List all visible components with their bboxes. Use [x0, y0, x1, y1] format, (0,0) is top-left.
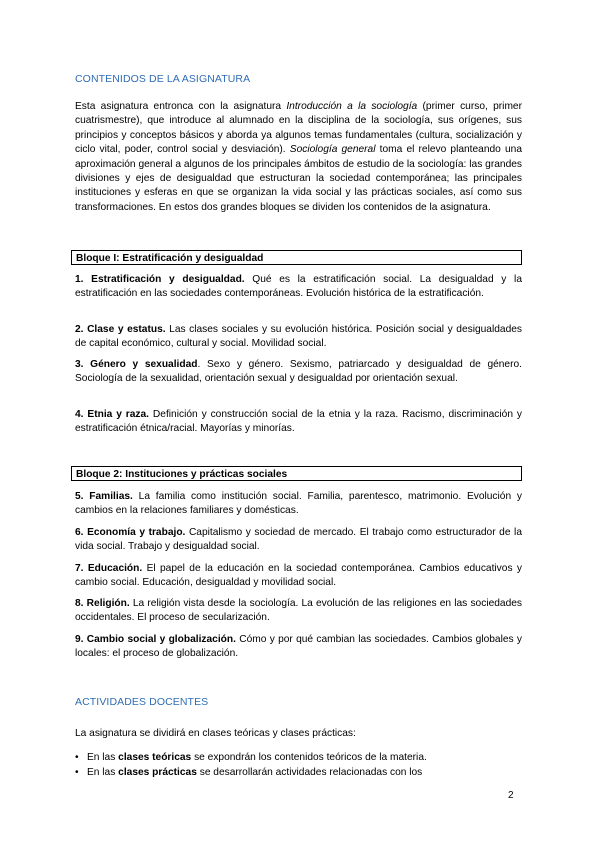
item-text: Las clases sociales y su evolución histórica. Posición social y desigualdades de capital económico, cultural y social. Movilidad social.: [75, 324, 522, 350]
page-number: 2: [508, 790, 514, 801]
actividades-list: [75, 750, 522, 780]
bloque2-item-5: [75, 490, 522, 519]
item-text: El papel de la educación en la sociedad contemporánea. Cambios educativos y cambio social. Educación, desigualdad y movilidad social.: [75, 563, 522, 589]
bloque2-item-6: [75, 526, 522, 555]
bullet-icon: •: [75, 767, 79, 778]
bloque2-item-7: [75, 562, 522, 591]
bloque1-item-4: [75, 408, 522, 437]
bullet-icon: •: [75, 752, 79, 763]
intro-italic-2: Sociología general: [289, 144, 376, 156]
intro-text-2: (primer curso, primer cuatrismestre), que introduce al alumnado en la disciplina de la sociología, sus orígenes, sus principios y conceptos básicos y aborda ya algunos temas fundamentales (cultura, socialización y ciclo vital, poder, control social y desviación).: [75, 101, 522, 156]
bloque1-item-1: [75, 273, 522, 302]
list-item: [75, 765, 522, 780]
bloque2-item-9: [75, 633, 522, 662]
bullet-bold: clases teóricas: [118, 752, 192, 763]
bullet-bold: clases prácticas: [118, 767, 197, 778]
section-heading-actividades: ACTIVIDADES DOCENTES: [75, 696, 209, 708]
bloque1-item-2: [75, 323, 522, 352]
bloque1-item-3: [75, 358, 522, 387]
section-heading-contenidos: CONTENIDOS DE LA ASIGNATURA: [75, 73, 251, 85]
bullet-text: se desarrollarán actividades relacionadas con los: [196, 767, 423, 778]
intro-text-3: toma el relevo planteando una aproximación general a algunos de los principales ámbitos de estudio de la sociología: las grandes divisiones y ejes de desigualdad que estructuran la sociedad contemporánea; las principales instituciones y esferas en que se organizan la vida social y las prácticas sociales, así como sus transformaciones. En estos dos grandes bloques se dividen los contenidos de la asignatura.: [75, 144, 522, 213]
item-text: . Sexo y género. Sexismo, patriarcado y desigualdad de género. Sociología de la sexualidad, orientación sexual y desigualdad por orientación sexual.: [75, 359, 522, 385]
item-text: Cómo y por qué cambian las sociedades. Cambios globales y locales: el proceso de globalización.: [75, 634, 522, 660]
list-item: [75, 750, 522, 765]
actividades-intro: La asignatura se dividirá en clases teóricas y clases prácticas:: [75, 728, 356, 739]
item-title: 2. Clase y estatus.: [75, 324, 166, 335]
item-text: Qué es la estratificación social. La desigualdad y la estratificación en las sociedades contemporáneas. Evolución histórica de la estratificación.: [75, 274, 522, 300]
item-text: La familia como institución social. Familia, parentesco, matrimonio. Evolución y cambios en la relaciones familiares y domésticas.: [75, 491, 522, 517]
item-title: 4. Etnia y raza.: [75, 409, 150, 420]
bloque1-title-box: Bloque I: Estratificación y desigualdad: [71, 250, 522, 265]
bloque2-item-8: [75, 597, 522, 626]
item-title: 3. Género y sexualidad: [75, 359, 198, 370]
item-title: 6. Economía y trabajo.: [75, 527, 186, 538]
item-text: La religión vista desde la sociología. La evolución de las religiones en las sociedades occidentales. El proceso de secularización.: [75, 598, 523, 624]
bloque2-title-box: Bloque 2: Instituciones y prácticas sociales: [71, 466, 522, 481]
bullet-text: se expondrán los contenidos teóricos de la materia.: [191, 752, 427, 763]
item-title: 7. Educación.: [75, 563, 143, 574]
item-text: Definición y construcción social de la etnia y la raza. Racismo, discriminación y estratificación étnica/racial. Mayorías y minorías.: [75, 409, 522, 435]
bullet-text: En las: [87, 752, 119, 763]
intro-text-1: Esta asignatura entronca con la asignatura: [75, 101, 287, 112]
item-title: 9. Cambio social y globalización.: [75, 634, 236, 645]
item-text: Capitalismo y sociedad de mercado. El trabajo como estructurador de la vida social. Trabajo y desigualdad social.: [75, 527, 522, 553]
item-title: 8. Religión.: [75, 598, 130, 609]
bullet-text: En las: [87, 767, 119, 778]
intro-paragraph: [75, 100, 522, 215]
item-title: 1. Estratificación y desigualdad.: [75, 274, 245, 285]
item-title: 5. Familias.: [75, 491, 133, 502]
intro-italic-1: Introducción a la sociología: [286, 101, 418, 112]
